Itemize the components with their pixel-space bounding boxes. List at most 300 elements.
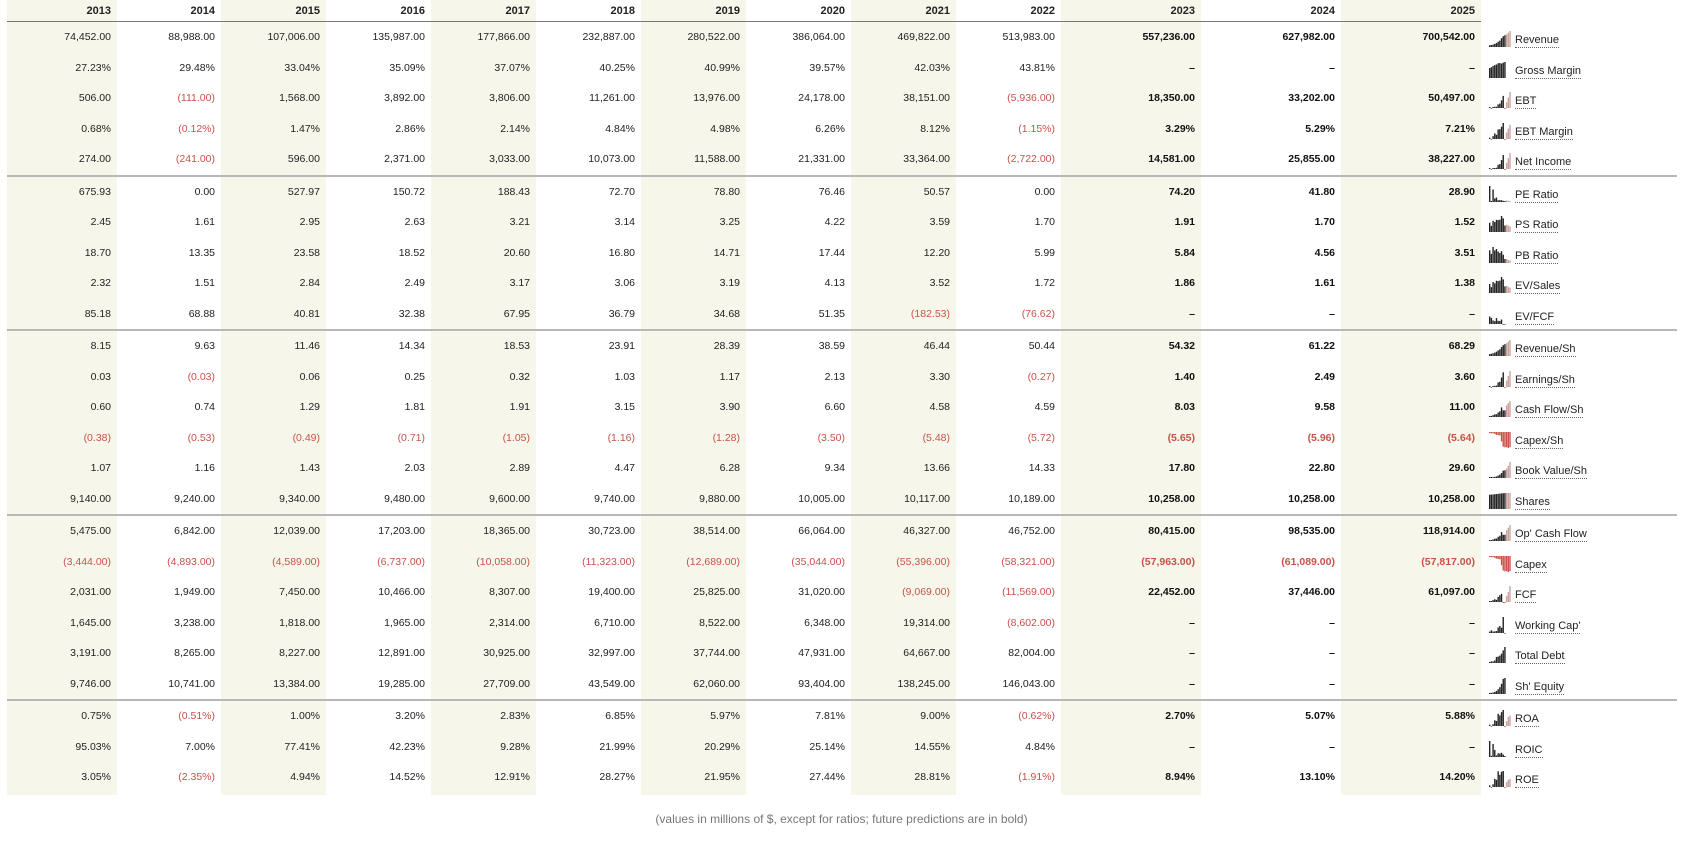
capex-sh-spark-bar bbox=[1489, 432, 1490, 433]
total-debt-2018: 32,997.00 bbox=[588, 647, 635, 659]
roe-spark-bar bbox=[1503, 771, 1504, 787]
roic-2019: 20.29% bbox=[704, 740, 740, 753]
sh-equity-spark-bar bbox=[1503, 678, 1504, 693]
roe-spark-bar bbox=[1491, 787, 1492, 788]
pb-ratio-spark-bar bbox=[1504, 258, 1505, 262]
revenue-2021: 469,822.00 bbox=[897, 31, 950, 43]
pe-ratio-spark-bar bbox=[1503, 200, 1504, 201]
total-debt-2014: 8,265.00 bbox=[174, 647, 215, 659]
capex-sh-spark-bar bbox=[1506, 432, 1507, 447]
ev-fcf-2019: 34.68 bbox=[713, 307, 740, 320]
ev-sales-spark-bar bbox=[1509, 288, 1510, 293]
revenue-spark-bar bbox=[1504, 35, 1505, 47]
op-cash-flow-spark-bar bbox=[1497, 537, 1498, 541]
ebt-spark-bar bbox=[1508, 97, 1509, 108]
earnings-sh-spark-bar bbox=[1489, 386, 1490, 387]
pe-ratio-spark-bar bbox=[1508, 201, 1509, 202]
working-cap-2016: 1,965.00 bbox=[384, 616, 425, 629]
ebt-margin-label[interactable] bbox=[1515, 114, 1573, 144]
roa-spark-bar bbox=[1499, 715, 1500, 726]
revenue-sh-spark-bar bbox=[1504, 344, 1505, 356]
ps-ratio-label[interactable] bbox=[1515, 207, 1558, 237]
ev-fcf-spark-bar bbox=[1489, 316, 1490, 323]
book-value-sh-2020: 9.34 bbox=[824, 462, 845, 474]
roe-2022: (1.91%) bbox=[1018, 771, 1055, 783]
revenue-sh-label[interactable] bbox=[1515, 331, 1576, 361]
roe-2018: 28.27% bbox=[599, 771, 635, 783]
ev-sales-2018: 3.06 bbox=[614, 277, 635, 289]
total-debt-2019: 37,744.00 bbox=[693, 647, 740, 659]
ebt-2019: 13,976.00 bbox=[693, 92, 740, 104]
ev-fcf-2015: 40.81 bbox=[293, 307, 320, 320]
sh-equity-2016: 19,285.00 bbox=[378, 677, 425, 690]
gross-margin-spark-bar bbox=[1501, 63, 1502, 77]
gross-margin-2017: 37.07% bbox=[494, 61, 530, 74]
roa-spark-bar bbox=[1503, 710, 1504, 726]
ev-fcf-label[interactable] bbox=[1515, 299, 1554, 329]
pb-ratio-2015: 23.58 bbox=[293, 246, 320, 259]
roe-spark-bar bbox=[1501, 772, 1502, 787]
book-value-sh-spark-bar bbox=[1489, 477, 1490, 478]
book-value-sh-spark-bar bbox=[1506, 468, 1507, 478]
capex-2021: (55,396.00) bbox=[896, 555, 950, 568]
earnings-sh-spark-bar bbox=[1492, 386, 1493, 387]
ps-ratio-2015: 2.95 bbox=[299, 216, 320, 228]
op-cash-flow-2015: 12,039.00 bbox=[273, 525, 320, 537]
op-cash-flow-label[interactable] bbox=[1515, 516, 1587, 546]
pb-ratio-2014: 13.35 bbox=[188, 246, 215, 259]
roa-spark-bar bbox=[1509, 716, 1510, 726]
ev-fcf-sparkline bbox=[1489, 307, 1511, 325]
ev-sales-2013: 2.32 bbox=[90, 277, 111, 289]
revenue-sh-2019: 28.39 bbox=[713, 340, 740, 352]
roic-2024: – bbox=[1329, 740, 1335, 753]
ev-fcf-2014: 68.88 bbox=[188, 307, 215, 320]
fcf-2020: 31,020.00 bbox=[798, 586, 845, 598]
capex-sh-2017: (1.05) bbox=[502, 431, 530, 444]
ps-ratio-spark-bar bbox=[1503, 218, 1504, 232]
ev-sales-spark-bar bbox=[1491, 287, 1492, 293]
ebt-margin-spark-bar bbox=[1509, 124, 1510, 138]
net-income-2017: 3,033.00 bbox=[489, 153, 530, 165]
ebt-2023: 18,350.00 bbox=[1148, 92, 1195, 104]
working-cap-label[interactable] bbox=[1515, 608, 1580, 638]
capex-sh-label-text: Capex/Sh bbox=[1515, 434, 1564, 447]
sh-equity-2019: 62,060.00 bbox=[693, 677, 740, 690]
capex-sh-spark-bar bbox=[1504, 432, 1505, 447]
ps-ratio-spark-bar bbox=[1499, 220, 1500, 232]
revenue-2023: 557,236.00 bbox=[1142, 31, 1195, 43]
pe-ratio-spark-bar bbox=[1489, 186, 1490, 202]
net-income-spark-bar bbox=[1492, 168, 1493, 169]
capex-spark-bar bbox=[1492, 556, 1493, 557]
year-header-2023: 2023 bbox=[1061, 0, 1201, 22]
net-income-2019: 11,588.00 bbox=[694, 153, 740, 165]
capex-sh-2023: (5.65) bbox=[1167, 431, 1195, 444]
pb-ratio-2025: 3.51 bbox=[1454, 246, 1475, 259]
earnings-sh-2013: 0.03 bbox=[90, 370, 111, 383]
total-debt-2017: 30,925.00 bbox=[483, 647, 530, 659]
capex-sh-2014: (0.53) bbox=[187, 431, 215, 444]
capex-sh-2020: (3.50) bbox=[817, 431, 845, 444]
ebt-margin-2021: 8.12% bbox=[920, 122, 950, 135]
pe-ratio-2016: 150.72 bbox=[392, 185, 425, 198]
gross-margin-label-text: Gross Margin bbox=[1515, 64, 1582, 77]
pe-ratio-label[interactable] bbox=[1515, 177, 1558, 207]
earnings-sh-label[interactable] bbox=[1515, 362, 1575, 392]
ebt-spark-bar bbox=[1501, 100, 1502, 108]
revenue-2017: 177,866.00 bbox=[477, 31, 530, 43]
op-cash-flow-2019: 38,514.00 bbox=[693, 525, 740, 537]
cash-flow-sh-spark-bar bbox=[1497, 412, 1498, 417]
roa-spark-bar bbox=[1504, 726, 1505, 727]
ebt-margin-spark-bar bbox=[1496, 134, 1497, 138]
shares-spark-bar bbox=[1503, 493, 1504, 509]
roa-spark-bar bbox=[1491, 726, 1492, 727]
cash-flow-sh-spark-bar bbox=[1504, 410, 1505, 417]
roa-label[interactable] bbox=[1515, 701, 1539, 731]
roa-spark-bar bbox=[1501, 712, 1502, 726]
capex-sh-2025: (5.64) bbox=[1447, 431, 1475, 444]
shares-spark-bar bbox=[1509, 493, 1510, 509]
revenue-sh-spark-bar bbox=[1497, 350, 1498, 356]
revenue-2022: 513,983.00 bbox=[1002, 31, 1055, 43]
cash-flow-sh-2016: 1.81 bbox=[404, 401, 425, 413]
ev-sales-spark-bar bbox=[1506, 286, 1507, 293]
capex-sh-spark-bar bbox=[1509, 432, 1510, 447]
fcf-label[interactable] bbox=[1515, 577, 1536, 607]
pe-ratio-2018: 72.70 bbox=[608, 185, 635, 198]
ps-ratio-spark-bar bbox=[1504, 226, 1505, 232]
ebt-2013: 506.00 bbox=[78, 92, 111, 104]
pe-ratio-spark-bar bbox=[1497, 200, 1498, 202]
revenue-2015: 107,006.00 bbox=[267, 31, 320, 43]
ev-sales-spark-bar bbox=[1503, 279, 1504, 293]
total-debt-spark-bar bbox=[1499, 656, 1500, 663]
roe-spark-bar bbox=[1496, 780, 1497, 787]
roe-2016: 14.52% bbox=[389, 771, 425, 783]
capex-sh-spark-bar bbox=[1494, 432, 1495, 434]
cash-flow-sh-2015: 1.29 bbox=[299, 401, 320, 413]
earnings-sh-2017: 0.32 bbox=[509, 370, 530, 383]
pe-ratio-2023: 74.20 bbox=[1168, 185, 1195, 198]
total-debt-spark-bar bbox=[1503, 650, 1504, 663]
gross-margin-spark-bar bbox=[1494, 65, 1495, 78]
roa-2022: (0.62%) bbox=[1018, 710, 1055, 722]
revenue-sh-2021: 46.44 bbox=[923, 340, 950, 352]
pb-ratio-2016: 18.52 bbox=[398, 246, 425, 259]
capex-2019: (12,689.00) bbox=[686, 555, 740, 568]
cash-flow-sh-spark-bar bbox=[1501, 407, 1502, 417]
ebt-2021: 38,151.00 bbox=[903, 92, 950, 104]
ps-ratio-spark-bar bbox=[1506, 225, 1507, 232]
ev-sales-2022: 1.72 bbox=[1034, 277, 1055, 289]
gross-margin-spark-bar bbox=[1496, 64, 1497, 78]
ev-sales-2015: 2.84 bbox=[299, 277, 320, 289]
ebt-margin-2025: 7.21% bbox=[1445, 122, 1475, 135]
ev-sales-spark-bar bbox=[1492, 282, 1493, 293]
roe-spark-bar bbox=[1509, 779, 1510, 787]
ebt-margin-2019: 4.98% bbox=[710, 122, 740, 135]
roe-2023: 8.94% bbox=[1165, 771, 1195, 783]
working-cap-2019: 8,522.00 bbox=[699, 616, 740, 629]
ev-fcf-spark-bar bbox=[1496, 318, 1497, 324]
revenue-sh-spark-bar bbox=[1499, 349, 1500, 356]
roic-2020: 25.14% bbox=[809, 740, 845, 753]
sh-equity-2023: – bbox=[1189, 677, 1195, 690]
revenue-spark-bar bbox=[1506, 34, 1507, 47]
op-cash-flow-spark-bar bbox=[1501, 532, 1502, 541]
ps-ratio-sparkline bbox=[1489, 215, 1511, 233]
ev-sales-label[interactable] bbox=[1515, 268, 1560, 298]
cash-flow-sh-2013: 0.60 bbox=[90, 401, 111, 413]
earnings-sh-2025: 3.60 bbox=[1454, 370, 1475, 383]
ebt-2017: 3,806.00 bbox=[489, 92, 530, 104]
earnings-sh-2022: (0.27) bbox=[1027, 370, 1055, 383]
roa-spark-bar bbox=[1506, 721, 1507, 726]
capex-sh-2013: (0.38) bbox=[83, 431, 111, 444]
cash-flow-sh-spark-bar bbox=[1491, 416, 1492, 417]
ps-ratio-spark-bar bbox=[1509, 226, 1510, 232]
ev-sales-spark-bar bbox=[1497, 281, 1498, 293]
earnings-sh-spark-bar bbox=[1504, 387, 1505, 388]
cash-flow-sh-label[interactable] bbox=[1515, 392, 1583, 422]
pb-ratio-spark-bar bbox=[1501, 251, 1502, 263]
pb-ratio-2023: 5.84 bbox=[1174, 246, 1195, 259]
capex-sh-spark-bar bbox=[1499, 432, 1500, 435]
book-value-sh-2025: 29.60 bbox=[1448, 462, 1475, 474]
revenue-label[interactable] bbox=[1515, 22, 1559, 52]
net-income-label[interactable] bbox=[1515, 144, 1571, 174]
ebt-spark-bar bbox=[1499, 104, 1500, 108]
working-cap-spark-bar bbox=[1494, 631, 1495, 633]
capex-2025: (57,817.00) bbox=[1421, 555, 1475, 568]
pe-ratio-2015: 527.97 bbox=[287, 185, 320, 198]
fcf-spark-bar bbox=[1508, 592, 1509, 602]
working-cap-2023: – bbox=[1189, 616, 1195, 629]
shares-label[interactable] bbox=[1515, 484, 1550, 514]
revenue-sh-2015: 11.46 bbox=[294, 340, 320, 352]
cash-flow-sh-2018: 3.15 bbox=[614, 401, 635, 413]
ebt-spark-bar bbox=[1504, 108, 1505, 109]
earnings-sh-2020: 2.13 bbox=[824, 370, 845, 383]
op-cash-flow-spark-bar bbox=[1508, 528, 1509, 541]
revenue-sparkline bbox=[1489, 30, 1511, 48]
pb-ratio-2020: 17.44 bbox=[818, 246, 845, 259]
sh-equity-label[interactable] bbox=[1515, 669, 1564, 699]
capex-sparkline bbox=[1489, 555, 1511, 573]
roe-label[interactable] bbox=[1515, 762, 1539, 792]
pb-ratio-spark-bar bbox=[1496, 249, 1497, 263]
sh-equity-2021: 138,245.00 bbox=[897, 677, 950, 690]
ps-ratio-spark-bar bbox=[1497, 220, 1498, 232]
net-income-spark-bar bbox=[1503, 155, 1504, 169]
working-cap-label-text: Working Cap' bbox=[1515, 619, 1581, 632]
sh-equity-spark-bar bbox=[1496, 690, 1497, 693]
gross-margin-2019: 40.99% bbox=[704, 61, 740, 74]
total-debt-spark-bar bbox=[1501, 654, 1502, 663]
fcf-2025: 61,097.00 bbox=[1428, 586, 1475, 598]
capex-sh-spark-bar bbox=[1491, 432, 1492, 433]
revenue-sh-2022: 50.44 bbox=[1028, 340, 1055, 352]
fcf-spark-bar bbox=[1499, 595, 1500, 602]
earnings-sh-label-text: Earnings/Sh bbox=[1515, 373, 1575, 386]
ps-ratio-label-text: PS Ratio bbox=[1515, 219, 1559, 232]
total-debt-2023: – bbox=[1189, 647, 1195, 659]
pe-ratio-spark-bar bbox=[1492, 189, 1493, 202]
ebt-spark-bar bbox=[1509, 92, 1510, 108]
roe-2019: 21.95% bbox=[704, 771, 740, 783]
roe-spark-bar bbox=[1508, 780, 1509, 787]
book-value-sh-label-text: Book Value/Sh bbox=[1515, 465, 1587, 478]
capex-2022: (58,321.00) bbox=[1001, 555, 1055, 568]
capex-spark-bar bbox=[1494, 556, 1495, 558]
revenue-sh-spark-bar bbox=[1509, 340, 1510, 356]
capex-2023: (57,963.00) bbox=[1141, 555, 1195, 568]
pe-ratio-2020: 76.46 bbox=[818, 185, 845, 198]
capex-sh-2022: (5.72) bbox=[1027, 431, 1055, 444]
roic-2017: 9.28% bbox=[500, 740, 530, 753]
ebt-2024: 33,202.00 bbox=[1288, 92, 1335, 104]
ev-fcf-spark-bar bbox=[1491, 317, 1492, 323]
fcf-spark-bar bbox=[1504, 602, 1505, 603]
earnings-sh-2019: 1.17 bbox=[719, 370, 740, 383]
fcf-spark-bar bbox=[1497, 597, 1498, 602]
total-debt-label[interactable] bbox=[1515, 638, 1565, 668]
revenue-sh-spark-bar bbox=[1501, 347, 1502, 356]
ev-sales-2016: 2.49 bbox=[404, 277, 425, 289]
ps-ratio-2014: 1.61 bbox=[194, 216, 215, 228]
op-cash-flow-2024: 98,535.00 bbox=[1288, 525, 1335, 537]
ebt-margin-spark-bar bbox=[1499, 129, 1500, 139]
revenue-2016: 135,987.00 bbox=[372, 31, 425, 43]
revenue-spark-bar bbox=[1494, 44, 1495, 47]
ev-sales-spark-bar bbox=[1496, 281, 1497, 293]
ebt-spark-bar bbox=[1506, 102, 1507, 108]
ev-sales-spark-bar bbox=[1499, 281, 1500, 293]
book-value-sh-2015: 1.43 bbox=[299, 462, 320, 474]
op-cash-flow-spark-bar bbox=[1504, 535, 1505, 541]
fcf-2022: (11,569.00) bbox=[1002, 586, 1055, 598]
revenue-sh-spark-bar bbox=[1496, 352, 1497, 356]
ps-ratio-2022: 1.70 bbox=[1034, 216, 1055, 228]
total-debt-label-text: Total Debt bbox=[1515, 650, 1565, 663]
op-cash-flow-spark-bar bbox=[1494, 539, 1495, 541]
pe-ratio-2014: 0.00 bbox=[194, 185, 215, 198]
pe-ratio-2024: 41.80 bbox=[1308, 185, 1335, 198]
book-value-sh-2016: 2.03 bbox=[404, 462, 425, 474]
revenue-sh-sparkline bbox=[1489, 339, 1511, 357]
ebt-margin-2013: 0.68% bbox=[81, 122, 111, 135]
capex-label[interactable] bbox=[1515, 547, 1547, 577]
fcf-2023: 22,452.00 bbox=[1148, 586, 1195, 598]
earnings-sh-spark-bar bbox=[1491, 387, 1492, 388]
working-cap-2020: 6,348.00 bbox=[804, 616, 845, 629]
working-cap-sparkline bbox=[1489, 616, 1511, 634]
book-value-sh-2019: 6.28 bbox=[719, 462, 740, 474]
capex-sh-2016: (0.71) bbox=[397, 431, 425, 444]
year-header-2016: 2016 bbox=[326, 0, 431, 22]
revenue-sh-2023: 54.32 bbox=[1168, 340, 1195, 352]
op-cash-flow-2013: 5,475.00 bbox=[70, 525, 111, 537]
total-debt-2025: – bbox=[1469, 647, 1475, 659]
earnings-sh-sparkline bbox=[1489, 370, 1511, 388]
cash-flow-sh-2025: 11.00 bbox=[1449, 401, 1475, 413]
roic-spark-bar bbox=[1496, 755, 1497, 757]
ev-sales-2025: 1.38 bbox=[1454, 277, 1475, 289]
roic-label-text: ROIC bbox=[1515, 743, 1543, 756]
book-value-sh-spark-bar bbox=[1492, 477, 1493, 478]
earnings-sh-2014: (0.03) bbox=[187, 370, 215, 383]
op-cash-flow-2021: 46,327.00 bbox=[903, 525, 950, 537]
sh-equity-spark-bar bbox=[1504, 678, 1505, 694]
roe-2021: 28.81% bbox=[914, 771, 950, 783]
ebt-spark-bar bbox=[1496, 107, 1497, 108]
book-value-sh-spark-bar bbox=[1499, 475, 1500, 478]
gross-margin-label[interactable] bbox=[1515, 53, 1581, 83]
ebt-margin-label-text: EBT Margin bbox=[1515, 125, 1573, 138]
roe-2015: 4.94% bbox=[290, 771, 320, 783]
revenue-spark-bar bbox=[1496, 43, 1497, 47]
revenue-spark-bar bbox=[1492, 45, 1493, 47]
sh-equity-2013: 9,746.00 bbox=[70, 677, 111, 690]
ev-sales-2014: 1.51 bbox=[194, 277, 215, 289]
shares-spark-bar bbox=[1492, 494, 1493, 509]
total-debt-2022: 82,004.00 bbox=[1008, 647, 1055, 659]
roic-spark-bar bbox=[1503, 754, 1504, 756]
total-debt-spark-bar bbox=[1496, 657, 1497, 663]
footnote: (values in millions of $, except for ratios; future predictions are in bold) bbox=[655, 812, 1028, 826]
book-value-sh-label[interactable] bbox=[1515, 453, 1587, 483]
capex-sh-label[interactable] bbox=[1515, 423, 1563, 453]
ps-ratio-2023: 1.91 bbox=[1174, 216, 1195, 228]
roa-spark-bar bbox=[1497, 714, 1498, 726]
op-cash-flow-label-text: Op' Cash Flow bbox=[1515, 528, 1587, 541]
revenue-2018: 232,887.00 bbox=[582, 31, 635, 43]
cash-flow-sh-2024: 9.58 bbox=[1314, 401, 1335, 413]
roic-2013: 95.03% bbox=[75, 740, 111, 753]
fcf-spark-bar bbox=[1501, 594, 1502, 602]
working-cap-spark-bar bbox=[1492, 631, 1493, 633]
net-income-spark-bar bbox=[1501, 160, 1502, 169]
cash-flow-sh-spark-bar bbox=[1503, 410, 1504, 417]
op-cash-flow-2020: 66,064.00 bbox=[798, 525, 845, 537]
capex-sh-spark-bar bbox=[1508, 432, 1509, 448]
ebt-label[interactable] bbox=[1515, 83, 1536, 113]
book-value-sh-spark-bar bbox=[1496, 476, 1497, 478]
roe-2017: 12.91% bbox=[494, 771, 530, 783]
book-value-sh-spark-bar bbox=[1491, 477, 1492, 478]
ev-sales-spark-bar bbox=[1504, 286, 1505, 293]
pe-ratio-2013: 675.93 bbox=[78, 185, 111, 198]
fcf-spark-bar bbox=[1496, 600, 1497, 602]
pe-ratio-2021: 50.57 bbox=[923, 185, 950, 198]
roa-2018: 6.85% bbox=[605, 710, 635, 722]
ebt-margin-2020: 6.26% bbox=[815, 122, 845, 135]
ev-fcf-2022: (76.62) bbox=[1021, 307, 1055, 320]
roic-spark-bar bbox=[1491, 755, 1492, 756]
net-income-spark-bar bbox=[1504, 169, 1505, 170]
capex-2016: (6,737.00) bbox=[377, 555, 425, 568]
ebt-2016: 3,892.00 bbox=[384, 92, 425, 104]
pb-ratio-label[interactable] bbox=[1515, 238, 1558, 268]
cash-flow-sh-spark-bar bbox=[1494, 414, 1495, 417]
capex-spark-bar bbox=[1489, 556, 1490, 557]
roic-label[interactable] bbox=[1515, 732, 1543, 762]
ebt-margin-spark-bar bbox=[1494, 133, 1495, 139]
revenue-sh-2014: 9.63 bbox=[194, 340, 215, 352]
roa-2024: 5.07% bbox=[1305, 710, 1335, 722]
